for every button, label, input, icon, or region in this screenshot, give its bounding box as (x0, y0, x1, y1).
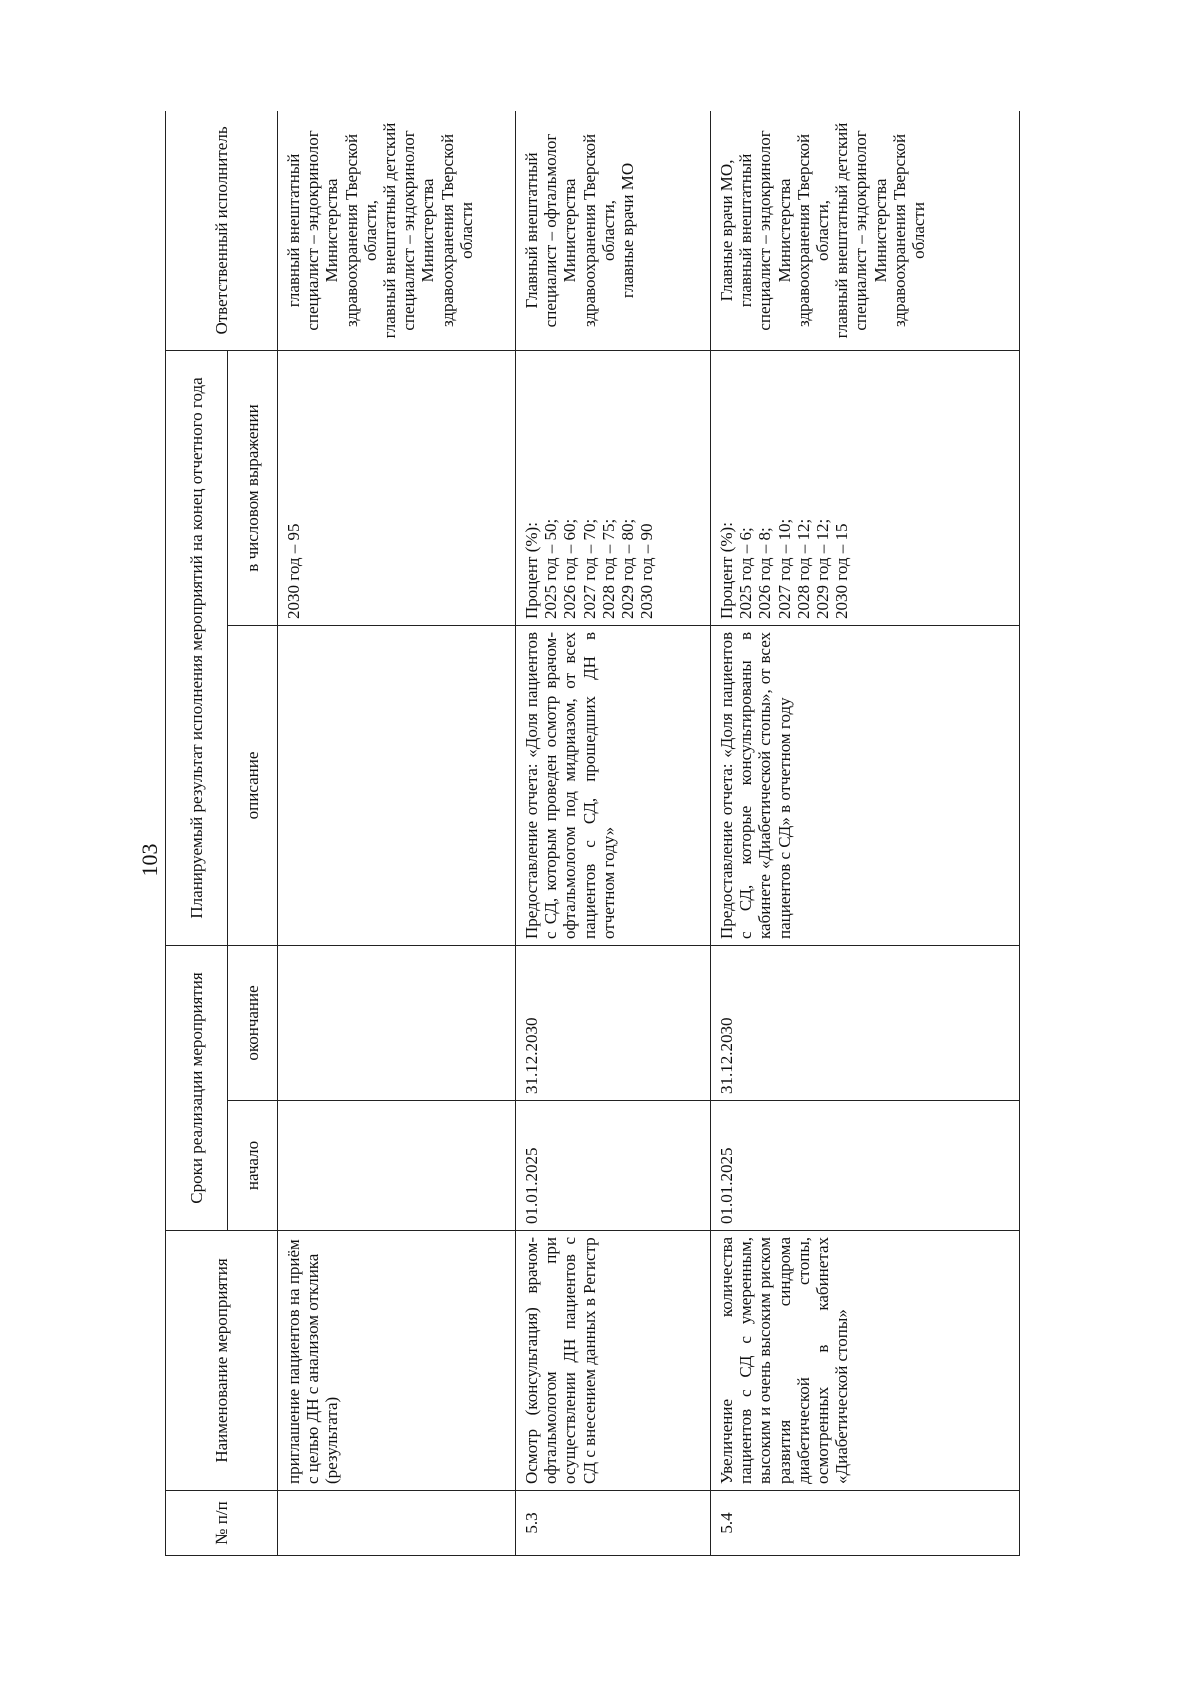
numeric-line: 2028 год – 75; (598, 518, 618, 619)
cell-numeric (711, 350, 1020, 625)
header-desc: описание (228, 625, 278, 945)
responsible-line: главный внештатный специалист – эндокринолог Министерства здравоохранения Тверской области, (284, 130, 380, 331)
header-result: Планируемый результат исполнения мероприятий на конец отчетного года (166, 350, 228, 945)
cell-numeric (278, 350, 516, 625)
cell-end: 31.12.2030 (711, 945, 1020, 1100)
cell-name: Осмотр (консультация) врачом-офтальмологом при осуществлении ДН пациентов с СД с внесением данных в Регистр (516, 1231, 711, 1491)
responsible-line: Главный внештатный специалист – офтальмолог Министерства здравоохранения Тверской области, (522, 133, 618, 328)
numeric-line: 2027 год – 10; (774, 518, 794, 619)
rotated-table-frame (165, 111, 1020, 1556)
numeric-line: 2030 год – 90 (637, 523, 657, 619)
header-start: начало (228, 1101, 278, 1231)
cell-num: 5.4 (711, 1491, 1020, 1556)
cell-start: 01.01.2025 (516, 1101, 711, 1231)
cell-numeric (516, 350, 711, 625)
cell-responsible (711, 111, 1020, 350)
cell-desc: Предоставление отчета: «Доля пациентов с СД, которым проведен осмотр врачом-офтальмологом под мидриазом, от всех пациентов с СД, прошедших ДН в отчетном году» (516, 625, 711, 945)
events-table (165, 111, 1020, 1556)
table-row (516, 111, 711, 1556)
header-name: Наименование мероприятия (166, 1231, 278, 1491)
numeric-line: 2030 год – 95 (284, 523, 303, 619)
cell-desc: Предоставление отчета: «Доля пациентов с СД, которые консультированы в кабинете «Диабетической стопы», от всех пациентов с СД» в отчетном году (711, 625, 1020, 945)
numeric-line: 2026 год – 60; (560, 518, 580, 619)
header-num: № п/п (166, 1491, 278, 1556)
table-row (711, 111, 1020, 1556)
numeric-line: 2029 год – 12; (813, 518, 833, 619)
cell-desc (278, 625, 516, 945)
header-responsible: Ответственный исполнитель (166, 111, 278, 350)
cell-responsible (278, 111, 516, 350)
responsible-line: Главные врачи МО, (717, 159, 736, 302)
cell-start (278, 1101, 516, 1231)
numeric-line: 2028 год – 12; (793, 518, 813, 619)
numeric-line: 2027 год – 70; (579, 518, 599, 619)
numeric-line: Процент (%): (522, 522, 541, 619)
header-end: окончание (228, 945, 278, 1100)
numeric-line: 2029 год – 80; (618, 518, 638, 619)
cell-end: 31.12.2030 (516, 945, 711, 1100)
numeric-line: 2030 год – 15 (832, 523, 852, 619)
responsible-line: главный внештатный детский специалист – эндокринолог Министерства здравоохранения Тверской области (832, 122, 929, 339)
table-row (278, 111, 516, 1556)
cell-num (278, 1491, 516, 1556)
numeric-line: Процент (%): (717, 522, 736, 619)
header-numeric: в числовом выражении (228, 350, 278, 625)
responsible-line: главный внештатный специалист – эндокринолог Министерства здравоохранения Тверской области, (736, 130, 833, 331)
cell-name: Увеличение количества пациентов с СД с умеренным, высоким и очень высоким риском развития синдрома диабетической стопы, осмотренных в кабинетах «Диабетической стопы» (711, 1231, 1020, 1491)
header-terms: Сроки реализации мероприятия (166, 945, 228, 1230)
numeric-line: 2025 год – 6; (736, 527, 756, 619)
responsible-line: главные врачи МО (618, 162, 638, 299)
numeric-line: 2026 год – 8; (755, 527, 775, 619)
page-number: 103 (137, 843, 162, 877)
responsible-line: главный внештатный детский специалист – эндокринолог Министерства здравоохранения Тверской области (380, 122, 476, 339)
numeric-line: 2025 год – 50; (541, 518, 561, 619)
cell-start: 01.01.2025 (711, 1101, 1020, 1231)
cell-num: 5.3 (516, 1491, 711, 1556)
cell-responsible (516, 111, 711, 350)
cell-name: приглашение пациентов на приём с целью ДН с анализом отклика (результата) (278, 1231, 516, 1491)
cell-end (278, 945, 516, 1100)
